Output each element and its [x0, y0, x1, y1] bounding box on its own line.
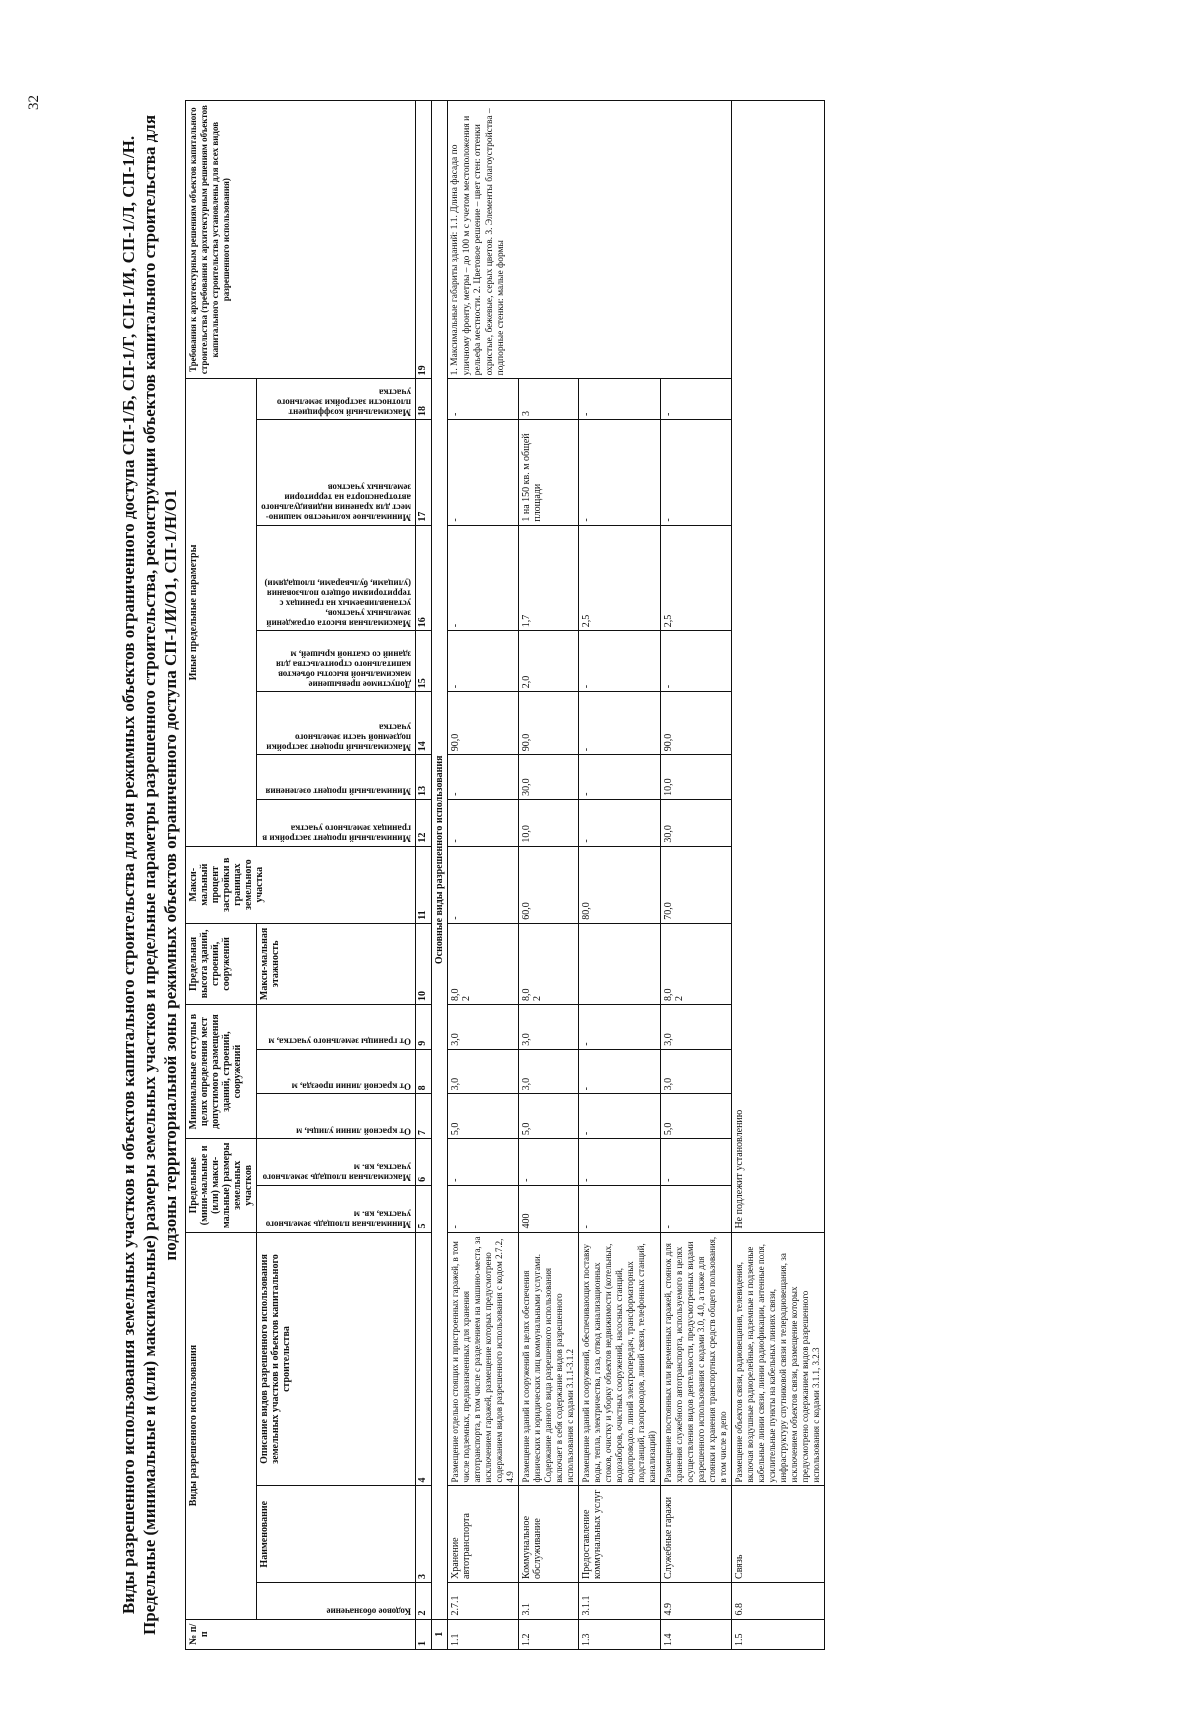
cell-min-area: -	[579, 1185, 661, 1232]
header-drive: От красной линии проезда, м	[257, 1049, 416, 1094]
header-desc: Описание видов разрешенного использования земельных участков и объектов капитального строительства	[257, 1232, 416, 1486]
cell-max-area: -	[448, 1139, 519, 1186]
cell-street-setback: 5,0	[519, 1094, 579, 1139]
col-num: 18	[416, 379, 432, 420]
col-num: 6	[416, 1139, 432, 1186]
row-description: Размещение зданий и сооружений в целях обеспечения физических и юридических лиц коммунальными услугами. Содержание данного вида разрешенного использования включает в себя содержание видов разрешенного использования с кодами 3.1.1-3.1.2	[519, 1232, 579, 1486]
cell-p13: 30,0	[519, 755, 579, 800]
cell-p14: 90,0	[519, 692, 579, 755]
cell-p17: -	[661, 420, 732, 526]
section-number: 1	[432, 1619, 448, 1649]
title-line-3: подзоны территориальной зоны режимных объектов ограниченного доступа СП-1/И/О1, СП-1/Н/О1	[161, 489, 180, 1261]
header-p17: Минимальное количество машино-мест для хранения индивидуального автотранспорта на территории земельных участков	[257, 420, 416, 526]
row-name: Коммунальное обслуживание	[519, 1486, 579, 1582]
header-p16: Максимальная высота ограждений земельных участков, устанавливаемых на границах с территориями общего пользования (улицами, бульварами, площадями)	[257, 525, 416, 631]
row-number: 1.5	[732, 1619, 825, 1649]
cell-height	[579, 923, 661, 1004]
cell-street-setback: 5,0	[661, 1094, 732, 1139]
cell-p12: 30,0	[661, 799, 732, 846]
col-num: 11	[416, 846, 432, 923]
cell-drive-setback: -	[579, 1049, 661, 1094]
cell-max-area: -	[579, 1139, 661, 1186]
section-label: Основные виды разрешенного использования	[432, 101, 448, 1620]
cell-p15: -	[661, 631, 732, 692]
cell-min-area: 400	[519, 1185, 579, 1232]
height-value: 8,0	[663, 988, 674, 1002]
header-p15: Допустимое превышение максимальной высоты объектов капитального строительства для зданий со скатной крышей, м	[257, 631, 416, 692]
row-code: 4.9	[661, 1582, 732, 1619]
cell-p15: -	[579, 631, 661, 692]
col-num: 12	[416, 799, 432, 846]
col-num: 9	[416, 1005, 432, 1050]
cell-height	[448, 923, 519, 1004]
col-num: 10	[416, 923, 432, 1004]
header-name: Наименование	[257, 1486, 416, 1582]
header-code: Кодовое обозначение	[257, 1582, 416, 1619]
cell-street-setback: -	[579, 1094, 661, 1139]
col-num: 2	[416, 1582, 432, 1619]
col-num: 8	[416, 1049, 432, 1094]
document-title	[118, 100, 181, 1650]
floors-value: 2	[674, 996, 685, 1002]
cell-p17: -	[579, 420, 661, 526]
height-value: 8,0	[450, 988, 461, 1002]
row-name: Связь	[732, 1486, 825, 1582]
header-vri: Виды разрешенного использования	[186, 1232, 257, 1619]
cell-max-pct: -	[448, 846, 519, 923]
row-code: 2.7.1	[448, 1582, 519, 1619]
cell-max-area: -	[519, 1139, 579, 1186]
row-description: Размещение отдельно стоящих и пристроенных гаражей, в том числе подземных, предназначенных для хранения автотранспорта, в том числе с разделением на машино-места, за исключением гаражей, размещение которых предусмотрено содержанием видов разрешенного использования с кодом 2.7.2, 4.9	[448, 1232, 519, 1486]
header-p18: Максимальный коэффициент плотности застройки земельного участка	[257, 379, 416, 420]
cell-street-setback: 5,0	[448, 1094, 519, 1139]
cell-height	[661, 923, 732, 1004]
col-num: 13	[416, 755, 432, 800]
col-num: 14	[416, 692, 432, 755]
cell-not-applicable: Не подлежит установлению	[732, 101, 825, 1233]
cell-p16: 2,5	[579, 525, 661, 631]
cell-p12: 10,0	[519, 799, 579, 846]
cell-boundary-setback: -	[579, 1005, 661, 1050]
column-number-row	[416, 101, 432, 1650]
row-name: Служебные гаражи	[661, 1486, 732, 1582]
header-max-area: Максимальная площадь земельного участка, кв. м	[257, 1139, 416, 1186]
section-row	[432, 101, 448, 1650]
cell-p16: 1,7	[519, 525, 579, 631]
col-num: 19	[416, 101, 432, 379]
row-description: Размещение зданий и сооружений, обеспечивающих поставку воды, тепла, электричества, газа, отвод канализационных стоков, очистку и уборку объектов недвижимости (котельных, водозаборов, очистных сооружений, насосных станций, водопроводов, линий электропередач, трансформаторных подстанций, газопроводов, линий связи, телефонных станций, канализаций)	[579, 1232, 661, 1486]
cell-p16: 2,5	[661, 525, 732, 631]
row-code: 6.8	[732, 1582, 825, 1619]
header-max-pct: Макси-мальный процент застройки в границах земельного участка	[186, 846, 416, 923]
cell-height	[519, 923, 579, 1004]
cell-boundary-setback: 3,0	[448, 1005, 519, 1050]
cell-p18: -	[579, 379, 661, 420]
row-number: 1.3	[579, 1619, 661, 1649]
table-row	[732, 101, 825, 1650]
row-code: 3.1.1	[579, 1582, 661, 1619]
header-street: От красной линии улицы, м	[257, 1094, 416, 1139]
cell-p17: 1 на 150 кв. м общей площади	[519, 420, 579, 526]
cell-p12: -	[579, 799, 661, 846]
col-num: 3	[416, 1486, 432, 1582]
cell-boundary-setback: 3,0	[661, 1005, 732, 1050]
table-row	[448, 101, 519, 1650]
header-p13: Минимальный процент озеленения	[257, 755, 416, 800]
cell-max-pct: 60,0	[519, 846, 579, 923]
row-code: 3.1	[519, 1582, 579, 1619]
floors-value: 2	[532, 996, 543, 1002]
cell-p18: -	[448, 379, 519, 420]
cell-min-area: -	[448, 1185, 519, 1232]
cell-p13: -	[579, 755, 661, 800]
cell-p14: -	[579, 692, 661, 755]
row-description: Размещение объектов связи, радиовещания, телевидения, включая воздушные радиорелейные, надземные и подземные кабельные линии связи, линии радиофикации, антенные поля, усилительные пункты на кабельных линиях связи, инфраструктуру спутниковой связи и телерадиовещания, за исключением объектов связи, размещение которых предусмотрено содержанием видов разрешенного использования с кодами 3.1.1, 3.2.3	[732, 1232, 825, 1486]
cell-max-pct: 80,0	[579, 846, 661, 923]
row-name: Хранение автотранспорта	[448, 1486, 519, 1582]
height-value: 8,0	[521, 988, 532, 1002]
row-number: 1.2	[519, 1619, 579, 1649]
header-boundary: От границы земельного участка, м	[257, 1005, 416, 1050]
header-requirements: Требования к архитектурным решениям объектов капитального строительства (требования к архитектурным решениям объектов капитального строительства установлены для всех видов разрешенного использования)	[186, 101, 416, 379]
header-setbacks: Минимальные отступы в целях определения мест допустимого размещения зданий, строений, сооружений	[186, 1005, 257, 1139]
page-number: 32	[26, 95, 42, 110]
title-line-2: Предельные (минимальные и (или) максимальные) размеры земельных участков и предельные параметры разрешенного строительства, реконструкции объектов капитального строительства для	[140, 114, 159, 1636]
cell-p14: 90,0	[661, 692, 732, 755]
cell-p15: 2,0	[519, 631, 579, 692]
col-num: 5	[416, 1185, 432, 1232]
row-description: Размещение постоянных или временных гаражей, стоянок для хранения служебного автотранспорта, используемого в целях осуществления видов деятельности, предусмотренных видами разрешенного использования с кодами 3.0, 4.0, а также для стоянки и хранения транспортных средств общего пользования, в том числе в депо	[661, 1232, 732, 1486]
header-other: Иные предельные параметры	[186, 379, 257, 846]
header-height: Предельная высота зданий, строений, сооружений	[186, 923, 257, 1004]
col-num: 16	[416, 525, 432, 631]
cell-p13: 10,0	[661, 755, 732, 800]
header-plot-sizes: Предельные (мини-мальные и (или) макси-мальные) размеры земельных участков	[186, 1139, 257, 1232]
cell-drive-setback: 3,0	[519, 1049, 579, 1094]
row-number: 1.4	[661, 1619, 732, 1649]
cell-max-area: -	[661, 1139, 732, 1186]
cell-min-area: -	[661, 1185, 732, 1232]
row-number: 1.1	[448, 1619, 519, 1649]
cell-p15: -	[448, 631, 519, 692]
cell-p14: 90,0	[448, 692, 519, 755]
col-num: 7	[416, 1094, 432, 1139]
floors-value: 2	[461, 996, 472, 1002]
header-p12: Минимальный процент застройки в границах земельного участка	[257, 799, 416, 846]
header-min-area: Минимальная площадь земельного участка, кв. м	[257, 1185, 416, 1232]
rotated-page-content	[118, 100, 1098, 1650]
header-floors: Макси-мальная этажность	[257, 923, 416, 1004]
cell-max-pct: 70,0	[661, 846, 732, 923]
cell-drive-setback: 3,0	[448, 1049, 519, 1094]
cell-requirements: 1. Максимальные габариты зданий: 1.1. Длина фасада по уличному фронту, метры – до 100 м с учетом местоположения и рельефа местности. 2. Цветовое решение – цвет стен: оттенки охристые, бежевые, серых цветов. 3. Элементы благоустройства – подпорные стенки: малые формы	[448, 101, 732, 379]
cell-p17: -	[448, 420, 519, 526]
col-num: 4	[416, 1232, 432, 1486]
regulations-table	[185, 100, 825, 1650]
cell-boundary-setback: 3,0	[519, 1005, 579, 1050]
header-no: № п/п	[186, 1619, 416, 1649]
cell-p18: -	[661, 379, 732, 420]
cell-p12: -	[448, 799, 519, 846]
col-num: 15	[416, 631, 432, 692]
cell-p13: -	[448, 755, 519, 800]
cell-drive-setback: 3,0	[661, 1049, 732, 1094]
row-name: Предоставление коммунальных услуг	[579, 1486, 661, 1582]
cell-p16: -	[448, 525, 519, 631]
header-p14: Максимальный процент застройки подземной части земельного участка	[257, 692, 416, 755]
col-num: 1	[416, 1619, 432, 1649]
title-line-1: Виды разрешенного использования земельных участков и объектов капитального строительства для зон режимных объектов ограниченного доступа СП-1/Б, СП-1/Г, СП-1/И, СП-1/Л, СП-1/Н.	[119, 135, 138, 1615]
cell-p18: 3	[519, 379, 579, 420]
col-num: 17	[416, 420, 432, 526]
